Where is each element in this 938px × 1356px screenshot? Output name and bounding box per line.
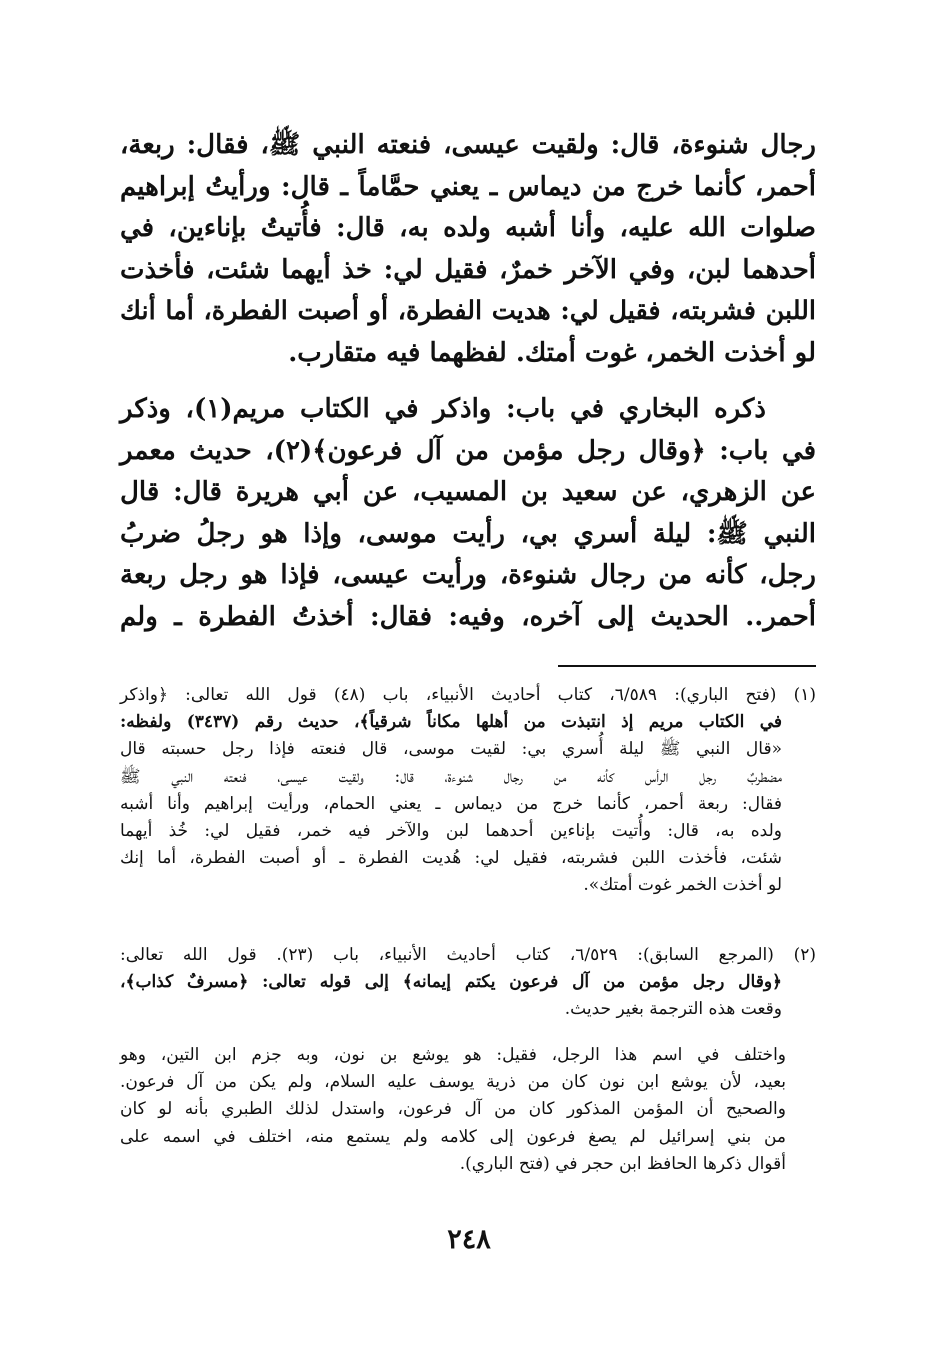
text-line: عن الزهري، عن سعيد بن المسيب، عن أبي هريرة قال: قال: [120, 477, 816, 507]
footnote-line: ﴿وقال رجل مؤمن من آل فرعون يكتم إيمانه﴾ إلى قوله تعالى: ﴿مسرفٌ كذاب﴾،: [120, 972, 782, 993]
body-paragraph-1: [120, 125, 816, 374]
text-line: لو أخذت الخمر، غوت أمتك. لفظهما فيه متقارب.: [288, 337, 816, 368]
text-line: أحدهما لبن، وفي الآخر خمرٌ، فقيل لي: خذ أيهما شئت، فأخذت: [120, 254, 816, 285]
footnote-line: ولده به، قال: وأُتيت بإناءين أحدهما لبن والآخر فيه خمر، فقيل لي: خُذ أيهما: [120, 820, 782, 841]
page-number: ٢٤٨: [447, 1224, 491, 1255]
footnote-line: فقال: ربعة أحمر، كأنما خرج من ديماس ـ يعني الحمام، ورأيت إبراهيم وأنا أشبه: [120, 793, 782, 814]
footnote-line: والصحيح أن المؤمن المذكور كان من آل فرعون، واستدل لذلك الطبري بأنه لو كان: [120, 1099, 786, 1120]
footnote-line: مضطربٌ رجل الرأس كأنه من رجال شنوءة، قال: ولقيت عيسى، فنعته النبي ﷺ: [120, 766, 782, 787]
footnote-line: من بني إسرائيل لم يصغ فرعون إلى كلامه ولم يستمع منه، اختلف في اسمه على: [120, 1126, 786, 1147]
footnote-line: «قال النبي ﷺ ليلة أُسري بي: لقيت موسى، قال فنعته فإذا رجل حسبته قال: [120, 739, 782, 760]
footnote-1: [120, 682, 816, 900]
text-line: النبي ﷺ: ليلة أسري بي، رأيت موسى، وإذا هو رجلُ ضربُ: [120, 518, 816, 549]
footnote-line: في الكتاب مريم إذ انتبذت من أهلها مكاناً شرقياً﴾، حديث رقم (٣٤٣٧) ولفظه:: [120, 712, 782, 733]
footnote-line: لو أخذت الخمر غوت أمتك».: [583, 875, 782, 896]
footnote-line: أقوال ذكرها الحافظ ابن حجر في (فتح الباري).: [459, 1153, 786, 1174]
text-line: رجل، كأنه من رجال شنوءة، ورأيت عيسى، فإذا هو رجل ربعة: [120, 560, 816, 590]
text-line: أحمر، كأنما خرج من ديماس ـ يعني حمَّاماً ـ قال: ورأيتُ إبراهيم: [120, 171, 816, 202]
footnote-line: شئت، فأخذت اللبن فشربته، فقيل لي: هُديت الفطرة ـ أو أصبت الفطرة، أما إنك: [120, 848, 782, 869]
footnote-separator: [558, 665, 816, 667]
footnote-line: بعيد، لأن يوشع ابن نون كان من ذرية يوسف عليه السلام، ولم يكن من آل فرعون.: [120, 1072, 786, 1093]
text-line: في باب: ﴿وقال رجل مؤمن من آل فرعون﴾(٢)، حديث معمر: [120, 435, 816, 466]
footnote-2: [120, 942, 816, 1024]
footnote-line: واختلف في اسم هذا الرجل، فقيل: هو يوشع بن نون، وبه جزم ابن التين، وهو: [120, 1045, 786, 1065]
footnote-2-commentary: [120, 1042, 816, 1178]
footnote-line: (١) (فتح الباري): ٦/٥٨٩، كتاب أحاديث الأنبياء، باب (٤٨) قول الله تعالى: ﴿واذكر: [120, 685, 817, 705]
body-paragraph-2: [120, 389, 816, 638]
footnote-line: وقعت هذه الترجمة بغير حديث.: [564, 999, 782, 1020]
text-line: ذكره البخاري في باب: واذكر في الكتاب مريم(١)، وذكر: [120, 394, 766, 424]
text-line: اللبن فشربته، فقيل لي: هديت الفطرة، أو أصبت الفطرة، أما أنك: [120, 296, 816, 326]
text-line: رجال شنوءة، قال: ولقيت عيسى، فنعته النبي ﷺ، فقال: ربعة،: [120, 130, 816, 160]
text-line: أحمر.. الحديث إلى آخره، وفيه: فقال: أخذتُ الفطرة ـ ولم: [120, 601, 816, 632]
footnote-line: (٢) (المرجع السابق): ٦/٥٢٩، كتاب أحاديث الأنبياء، باب (٢٣). قول الله تعالى:: [120, 945, 817, 965]
text-line: صلوات الله عليه، وأنا أشبه ولده به، قال: فأُتيتُ بإناءين، في: [120, 213, 816, 243]
